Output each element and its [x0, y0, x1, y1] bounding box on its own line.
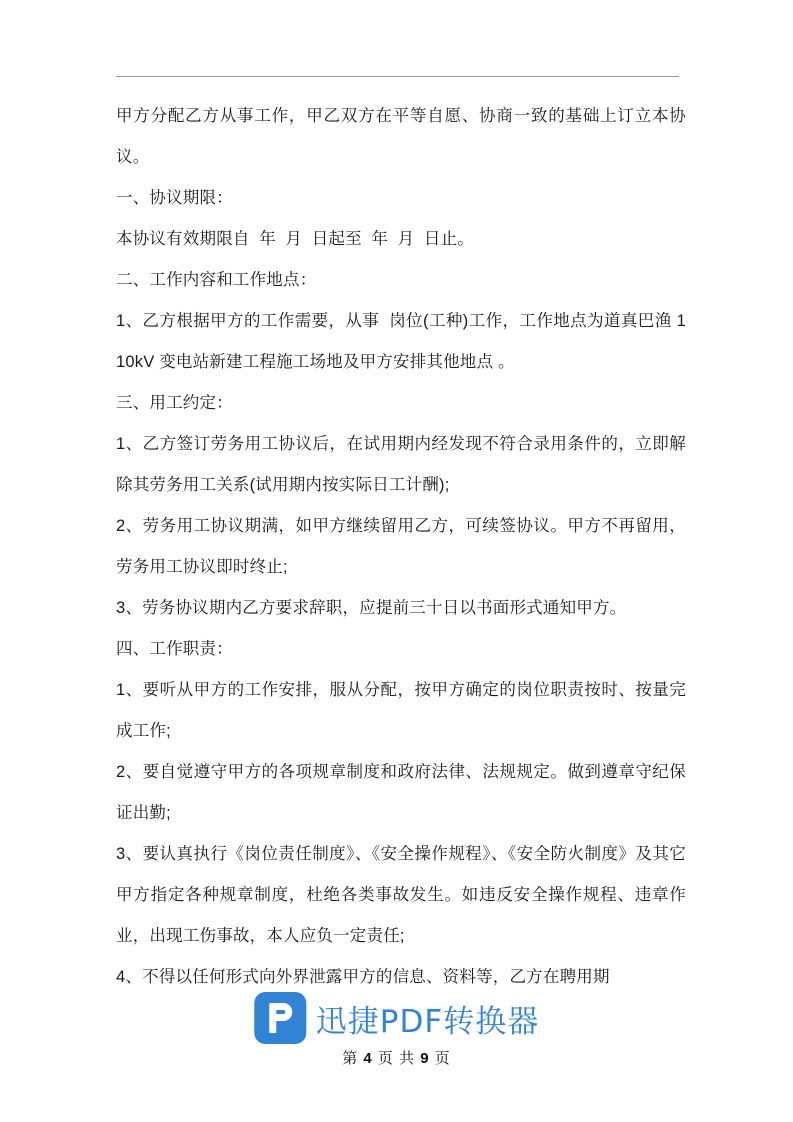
footer-band	[0, 1076, 793, 1122]
watermark-label: 迅捷PDF转换器	[315, 1003, 540, 1040]
paragraph: 本协议有效期限自 年 月 日起至 年 月 日止。	[116, 230, 475, 248]
pdf-logo-icon	[254, 992, 306, 1044]
section-heading: 一、协议期限：	[116, 189, 233, 207]
paragraph: 1、要听从甲方的工作安排，服从分配，按甲方确定的岗位职责按时、按量完成工作;	[116, 681, 686, 740]
paragraph: 3、要认真执行《岗位责任制度》、《安全操作规程》、《安全防火制度》及其它甲方指定各种规章制度，杜绝各类事故发生。如违反安全操作规程、违章作业，出现工伤事故，本人应负一定责任;	[116, 845, 686, 945]
page-label-prefix: 第	[342, 1050, 359, 1067]
paragraph: 1、乙方根据甲方的工作需要，从事 岗位(工种)工作，工作地点为道真巴渔 110kV 变电站新建工程施工场地及甲方安排其他地点 。	[116, 312, 686, 371]
section-heading: 四、工作职责：	[116, 640, 233, 658]
header-divider	[116, 76, 679, 77]
paragraph: 3、劳务协议期内乙方要求辞职，应提前三十日以书面形式通知甲方。	[116, 599, 627, 617]
total-page-number: 9	[420, 1050, 430, 1067]
section-heading: 二、工作内容和工作地点：	[116, 271, 317, 289]
paragraph: 2、劳务用工协议期满，如甲方继续留用乙方，可续签协议。甲方不再留用，劳务用工协议即时终止;	[116, 517, 686, 576]
current-page-number: 4	[363, 1050, 373, 1067]
page-label-suffix: 页	[434, 1050, 451, 1067]
paragraph: 1、乙方签订劳务用工协议后，在试用期内经发现不符合录用条件的，立即解除其劳务用工关系(试用期内按实际日工计酬);	[116, 435, 686, 494]
section-heading: 三、用工约定：	[116, 394, 233, 412]
paragraph: 2、要自觉遵守甲方的各项规章制度和政府法律、法规规定。做到遵章守纪保证出勤;	[116, 763, 686, 822]
paragraph: 4、不得以任何形式向外界泄露甲方的信息、资料等，乙方在聘用期	[116, 968, 610, 986]
watermark	[254, 992, 539, 1044]
page-label-middle: 页 共	[377, 1050, 416, 1067]
paragraph: 甲方分配乙方从事工作，甲乙双方在平等自愿、协商一致的基础上订立本协议。	[116, 107, 686, 166]
document-body	[116, 96, 686, 998]
page-number	[0, 1047, 793, 1068]
